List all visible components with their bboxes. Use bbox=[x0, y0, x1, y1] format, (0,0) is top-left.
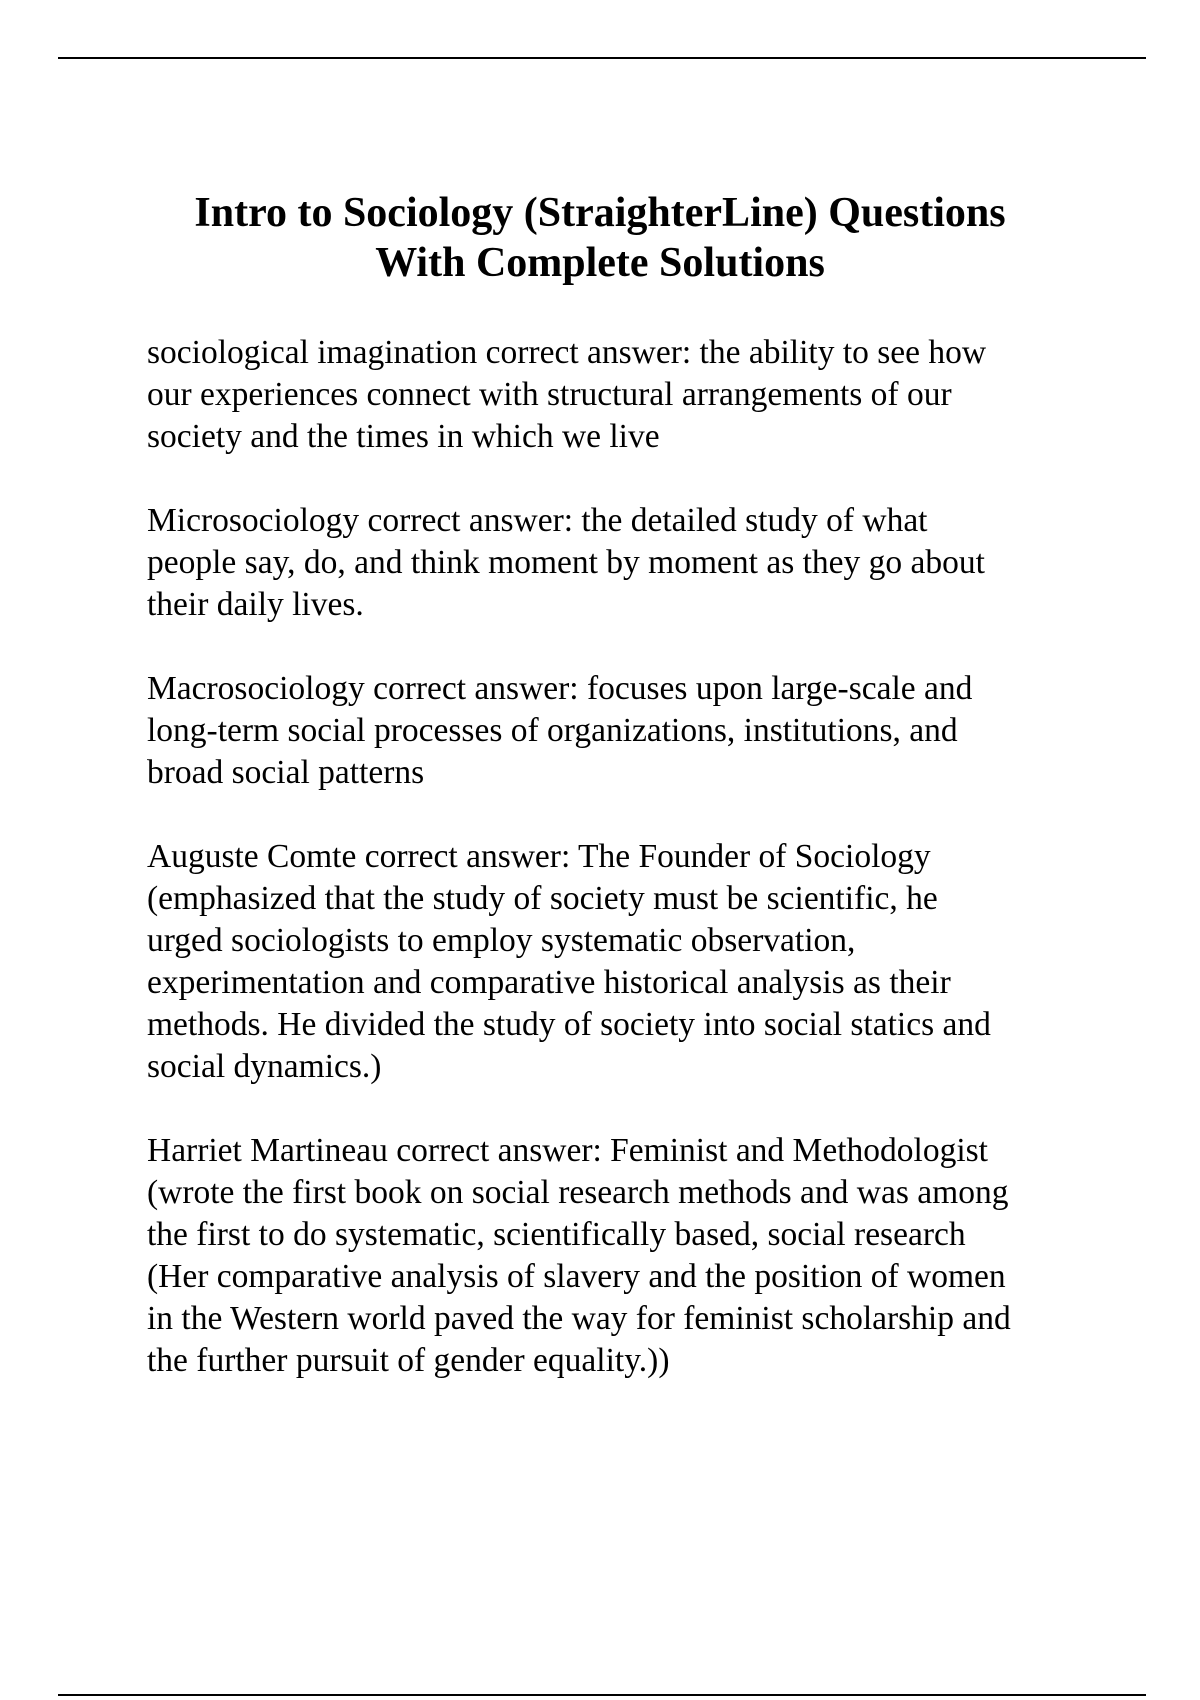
entry-line: people say, do, and think moment by moment as they go about bbox=[147, 544, 985, 581]
entry-line: Macrosociology correct answer: focuses upon large-scale and bbox=[147, 670, 973, 707]
entry-line: our experiences connect with structural arrangements of our bbox=[147, 376, 952, 413]
entry-line: in the Western world paved the way for feminist scholarship and bbox=[147, 1300, 1011, 1337]
entry-sociological-imagination bbox=[147, 332, 1107, 458]
entry-microsociology bbox=[147, 500, 1107, 626]
entry-line: (wrote the first book on social research methods and was among bbox=[147, 1174, 1009, 1211]
title-line: With Complete Solutions bbox=[375, 240, 825, 286]
entry-line: Auguste Comte correct answer: The Founder of Sociology bbox=[147, 838, 931, 875]
document-body bbox=[147, 332, 1107, 1424]
entry-line: their daily lives. bbox=[147, 586, 364, 623]
entry-line: urged sociologists to employ systematic observation, bbox=[147, 922, 856, 959]
entry-line: Microsociology correct answer: the detailed study of what bbox=[147, 502, 928, 539]
entry-line: (Her comparative analysis of slavery and the position of women bbox=[147, 1258, 1006, 1295]
entry-line: social dynamics.) bbox=[147, 1048, 382, 1085]
entry-line: long-term social processes of organizations, institutions, and bbox=[147, 712, 958, 749]
entry-line: the first to do systematic, scientifically based, social research bbox=[147, 1216, 966, 1253]
entry-line: methods. He divided the study of society into social statics and bbox=[147, 1006, 991, 1043]
entry-line: society and the times in which we live bbox=[147, 418, 660, 455]
top-divider bbox=[58, 57, 1146, 59]
entry-harriet-martineau bbox=[147, 1130, 1107, 1382]
bottom-divider bbox=[58, 1694, 1146, 1696]
entry-line: broad social patterns bbox=[147, 754, 425, 791]
entry-line: the further pursuit of gender equality.)) bbox=[147, 1342, 670, 1379]
entry-line: sociological imagination correct answer: the ability to see how bbox=[147, 334, 987, 371]
entry-auguste-comte bbox=[147, 836, 1107, 1088]
entry-line: (emphasized that the study of society must be scientific, he bbox=[147, 880, 938, 917]
entry-macrosociology bbox=[147, 668, 1107, 794]
document-title bbox=[100, 188, 1100, 288]
entry-line: experimentation and comparative historical analysis as their bbox=[147, 964, 951, 1001]
entry-line: Harriet Martineau correct answer: Feminist and Methodologist bbox=[147, 1132, 988, 1169]
title-line: Intro to Sociology (StraighterLine) Questions bbox=[194, 190, 1006, 236]
